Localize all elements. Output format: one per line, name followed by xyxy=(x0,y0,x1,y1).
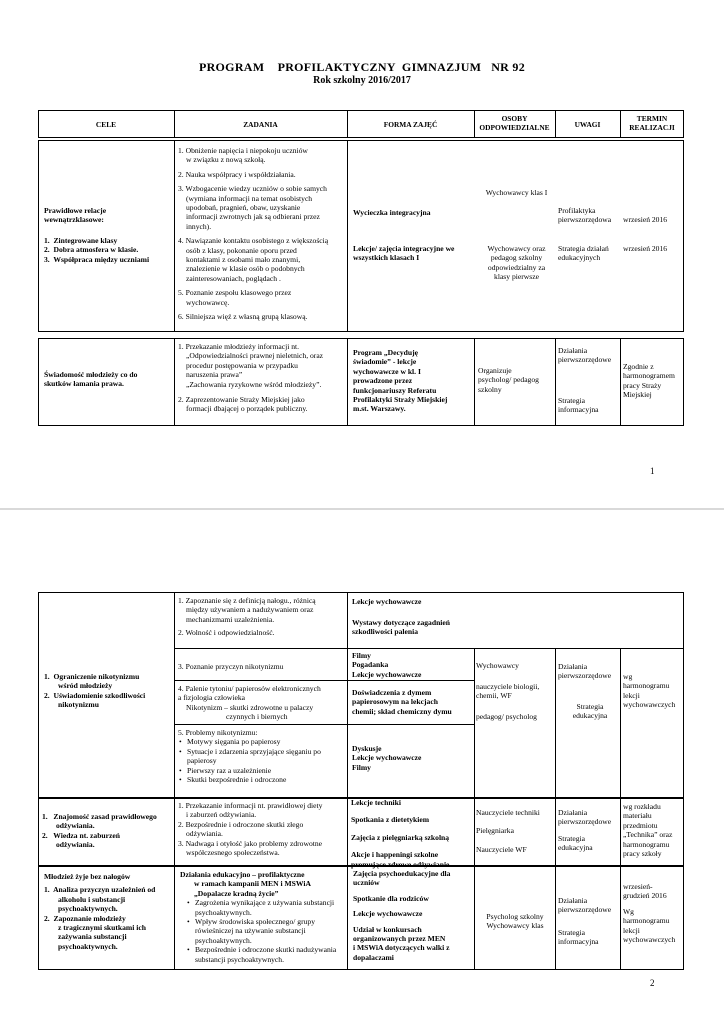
task-item xyxy=(178,288,346,307)
notes-line: informacyjna xyxy=(558,405,599,415)
goal-heading-line2: wewnątrzklasowe: xyxy=(44,215,104,225)
form-line: Lekcje/ zajęcia integracyjne we xyxy=(353,244,455,253)
goal-nutrition xyxy=(42,812,172,850)
notes-line: Strategia xyxy=(558,928,585,937)
goal-nicotine xyxy=(44,672,172,710)
program-title: PROGRAM PROFILAKTYCZNY GIMNAZJUM NR 92 xyxy=(198,60,526,74)
form-integration-lessons xyxy=(353,244,473,263)
task-line: upodobań, pragnień, obaw, uzyskanie xyxy=(186,203,301,213)
task-line: naruszenia prawa” xyxy=(186,370,243,380)
form-drugs xyxy=(353,869,473,962)
deadline-line: lekcji xyxy=(623,925,640,935)
responsible-teachers: Wychowawcy klas I xyxy=(485,188,548,197)
goal-line: alkoholu i substancji xyxy=(58,894,126,904)
goal-line: psychoaktywnych. xyxy=(58,904,118,914)
deadline-line: Wg xyxy=(623,906,634,916)
deadline-1: wrzesień 2016 xyxy=(623,215,668,224)
task-nicotine-problems xyxy=(178,728,346,784)
task-item xyxy=(178,146,346,165)
deadline-schedule xyxy=(623,672,685,710)
goal-line: zażywania substancji xyxy=(58,932,127,942)
responsible-line: szkolny xyxy=(478,384,502,394)
notes-line: Działania xyxy=(558,346,588,355)
deadline-line: „Technika” oraz xyxy=(623,830,673,840)
task-heading: Działania edukacyjno – profilaktyczne xyxy=(180,870,305,879)
notes-line: Strategia xyxy=(558,396,585,405)
form-line: Program „Decyduję xyxy=(353,348,419,357)
deadline-line: materiału xyxy=(623,811,652,821)
task-line: informacji zwrotnych jak są odbierani przez xyxy=(186,212,320,222)
task-smoking-physiology xyxy=(178,684,346,722)
goal-line: Świadomość młodzieży co do xyxy=(44,370,138,379)
goal-item: 2. Dobra atmosfera w klasie. xyxy=(44,245,139,255)
notes-prophylaxis xyxy=(558,206,622,225)
page-2 xyxy=(0,510,724,1024)
task-line: i zaburzeń odżywiania. xyxy=(186,810,257,820)
goal-line: 1. Znajomość zasad prawidłowego xyxy=(42,812,157,821)
header-termin xyxy=(620,114,684,132)
deadline-line: przedmiotu xyxy=(623,820,658,830)
deadline-line: harmonogramu xyxy=(623,916,670,926)
deadline-line: harmonogramem xyxy=(623,371,675,381)
notes-primary xyxy=(558,346,622,365)
notes-line: edukacyjna xyxy=(572,711,608,721)
task-law-info xyxy=(178,342,346,414)
form-line: Akcje i happeningi szkolne xyxy=(351,850,439,860)
deadline-line: wg xyxy=(623,672,633,681)
task-line: (wymiana informacji na temat osobistych xyxy=(186,193,313,203)
task-line: wychowawcę. xyxy=(186,297,230,307)
goal-line: psychoaktywnych. xyxy=(58,941,118,951)
responsible-psychologist xyxy=(478,366,554,394)
task-line: współczesnego społeczeństwa. xyxy=(186,848,280,858)
school-year-subtitle: Rok szkolny 2016/2017 xyxy=(313,75,411,86)
task-nutrition xyxy=(178,801,346,857)
deadline-line: Miejskiej xyxy=(623,390,652,400)
form-line: szkodliwości palenia xyxy=(352,627,419,637)
form-line: uczniów xyxy=(353,878,380,888)
notes-edu-strategy xyxy=(558,702,622,721)
task-line: „Odpowiedzialności prawnej nieletnich, oraz xyxy=(186,351,324,361)
header-zadania: ZADANIA xyxy=(243,120,278,129)
form-line: papierosowym na lekcjach xyxy=(352,697,438,707)
notes-line: pierwszorzędowe xyxy=(558,817,612,827)
task-line: Nikotynizm – skutki zdrowotne u palaczy xyxy=(186,702,314,712)
notes-line: Działania xyxy=(558,896,588,905)
list-item: • Motywy sięgania po papierosy xyxy=(178,737,346,746)
form-lessons: Lekcje wychowawcze xyxy=(352,597,422,606)
task-line: 2. Nauka współpracy i współdziałania. xyxy=(178,169,296,179)
task-line: „Zachowania ryzykowne wśród młodzieży”. xyxy=(186,379,322,389)
form-line: świadomie” - lekcje xyxy=(353,357,417,367)
notes-line: pierwszorzędowe xyxy=(558,355,612,365)
notes-line: pierwszorzędowe xyxy=(558,905,612,915)
deadline-2: wrzesień 2016 xyxy=(623,244,668,253)
notes-line: Strategia xyxy=(576,702,604,711)
task-line: 2. Zaprezentowanie Straży Miejskiej jako xyxy=(178,395,305,405)
notes-line: Profilaktyka xyxy=(558,206,596,215)
task-heading: w ramach kampanii MEN i MSWiA xyxy=(194,879,311,889)
task-line: w związku z nową szkołą. xyxy=(186,155,266,165)
form-line: Profilaktyki Straży Miejskiej xyxy=(353,395,448,405)
deadline-line: Zgodnie z xyxy=(623,362,654,371)
task-line: a fizjologia człowieka xyxy=(178,693,246,703)
notes-edu-strategy xyxy=(558,834,622,853)
header-cele: CELE xyxy=(95,120,117,129)
form-line: Lekcje wychowawcze xyxy=(352,753,422,763)
goal-heading xyxy=(44,206,172,225)
list-item: • Sytuacje i zdarzenia sprzyjające sięganiu po papierosy xyxy=(178,747,346,766)
page-number: 1 xyxy=(650,466,655,476)
responsible-line: odpowiedzialny za xyxy=(487,262,546,272)
form-program-decide xyxy=(353,348,473,414)
task-line: między używaniem a nadużywaniem oraz xyxy=(186,605,314,615)
goal-heading: Młodzież żyje bez nałogów xyxy=(44,872,131,881)
form-line: organizowanych przez MEN xyxy=(353,934,446,944)
form-line: Zajęcia z pielęgniarką szkolną xyxy=(351,832,450,842)
responsible-line: Organizuje xyxy=(478,366,512,375)
goal-line: nikotynizmu xyxy=(58,700,99,710)
form-trip: Wycieczka integracyjna xyxy=(353,208,431,217)
form-films-talk xyxy=(352,651,472,679)
task-line: kontaktami z osobami mało znanymi, xyxy=(186,255,301,265)
form-line: Doświadczenia z dymem xyxy=(352,688,432,697)
goal-line: 1. Ograniczenie nikotynizmu xyxy=(44,672,140,681)
notes-line: Strategia działań xyxy=(558,244,609,253)
goal-item: 1. Zintegrowane klasy xyxy=(44,236,118,245)
deadline-city-guard xyxy=(623,362,685,400)
responsible-line: klasy pierwsze xyxy=(494,272,539,282)
task-line: 5. Problemy nikotynizmu: xyxy=(178,728,258,737)
notes-line: informacyjna xyxy=(558,937,599,947)
deadline-line: wg rozkładu xyxy=(623,802,661,811)
goal-line: 2. Uświadomienie szkodliwości xyxy=(44,690,146,700)
task-line: 4. Nawiązanie kontaktu osobistego z większością xyxy=(178,236,329,246)
task-addiction-definition xyxy=(178,596,346,638)
responsible-line: pedagog szkolny xyxy=(490,253,543,263)
header-osoby-line2: ODPOWIEDZIALNE xyxy=(479,123,550,132)
notes-line: edukacyjnych xyxy=(558,253,601,263)
form-line: Spotkania z dietetykiem xyxy=(351,815,430,825)
list-item: • Wpływ środowiska społecznego/ grupy rówieśniczej na używanie substancji psychoaktywnych. xyxy=(186,917,346,945)
task-line: 4. Palenie tytoniu/ papierosów elektronicznych xyxy=(178,684,321,693)
header-forma: FORMA ZAJĘĆ xyxy=(383,120,438,129)
list-item: • Skutki bezpośrednie i odroczone xyxy=(178,775,346,784)
header-termin-line2: REALIZACJI xyxy=(629,123,675,132)
form-line: m.st. Warszawy. xyxy=(353,404,406,414)
form-line: Filmy xyxy=(352,762,371,772)
header-uwagi: UWAGI xyxy=(574,120,601,129)
task-line: 5. Poznanie zespołu klasowego przez xyxy=(178,288,292,298)
notes-line: pierwszorzędowa xyxy=(558,215,612,225)
task-line: osób z klasy, pokonanie oporu przed xyxy=(186,245,297,255)
goal-line: 1. Analiza przyczyn uzależnień od xyxy=(44,885,156,895)
task-item xyxy=(178,184,346,231)
deadline-line: lekcji xyxy=(623,690,640,700)
form-line: Udział w konkursach xyxy=(353,924,422,934)
responsible-line: chemii, WF xyxy=(476,691,512,701)
task-line: odżywiania. xyxy=(186,829,223,839)
goal-line: 2. Wiedza nt. zaburzeń xyxy=(42,830,120,840)
notes-info-strategy xyxy=(558,928,622,947)
responsible-line: Nauczyciele WF xyxy=(476,844,527,854)
responsible-line: Wychowawcy oraz xyxy=(487,244,546,253)
deadline-line: wrzesień- xyxy=(623,882,653,891)
form-line: Lekcje techniki xyxy=(351,798,401,807)
form-smoke-experiments xyxy=(352,688,472,716)
task-line: czynnych i biernych xyxy=(226,712,288,722)
goal-item: 3. Współpraca między uczniami xyxy=(44,254,150,264)
page-1 xyxy=(0,0,724,508)
goal-drugs xyxy=(44,872,172,951)
task-line: innych). xyxy=(186,221,212,231)
task-line: znalezienie w klasie osób o podobnych xyxy=(186,264,305,274)
task-line: 1. Zapoznanie się z definicją nałogu., różnicą xyxy=(178,596,316,605)
notes-line: edukacyjna xyxy=(558,843,593,853)
responsible-line: Nauczyciele techniki xyxy=(476,808,540,817)
task-line: 1. Obniżenie napięcia i niepokoju uczniów xyxy=(178,146,308,155)
list-item: • Pierwszy raz a uzależnienie xyxy=(178,766,346,775)
header-osoby-line1: OSOBY xyxy=(501,114,528,123)
notes-line: Działania xyxy=(558,808,588,817)
deadline-line: harmonogramu xyxy=(623,681,670,691)
form-line: i MSWiA dotyczących walki z xyxy=(353,943,450,953)
notes-line: Działania xyxy=(558,662,588,671)
form-line: Spotkanie dla rodziców xyxy=(353,893,429,903)
responsible-line: Psycholog szkolny xyxy=(486,912,544,921)
task-line: 2. Bezpośrednie i odroczone skutki złego xyxy=(178,819,304,829)
header-osoby xyxy=(474,114,555,132)
notes-info-strategy xyxy=(558,396,622,415)
goal-line: wśród młodzieży xyxy=(58,681,113,691)
task-line: zainteresowaniach, poglądach . xyxy=(186,273,281,283)
form-line: chemii; skład chemiczny dymu xyxy=(352,706,452,716)
deadline-line: wychowawczych xyxy=(623,700,676,710)
task-line: procedur postępowania w przypadku xyxy=(186,360,298,370)
deadline-nutrition xyxy=(623,802,685,858)
form-line: dopalaczami xyxy=(353,952,394,962)
deadline-line: pracy Straży xyxy=(623,380,662,390)
goal-heading-line1: Prawidłowe relacje xyxy=(44,206,107,215)
form-line: funkcjonariuszy Referatu xyxy=(353,385,437,395)
form-line: Wystawy dotyczące zagadnień xyxy=(352,618,451,627)
form-line: Pogadanka xyxy=(352,660,389,670)
notes-strategy xyxy=(558,244,622,263)
responsible-line: Pielęgniarka xyxy=(476,826,514,836)
form-discussions xyxy=(352,744,472,772)
list-item: • Zagrożenia wynikające z używania substancji psychoaktywnych. xyxy=(186,898,346,917)
task-line: 1. Przekazanie informacji nt. prawidłowej diety xyxy=(178,801,323,810)
notes-primary xyxy=(558,662,622,681)
form-line: Lekcje wychowawcze xyxy=(352,669,422,679)
task-line: 2. Wolność i odpowiedzialność. xyxy=(178,628,275,638)
notes-line: Strategia xyxy=(558,834,585,843)
responsible-nutrition xyxy=(476,808,554,854)
form-line: Zajęcia psychoedukacyjne dla xyxy=(353,869,451,878)
responsible-science-teachers xyxy=(476,682,554,701)
form-nutrition xyxy=(351,798,473,869)
notes-line: pierwszorzędowe xyxy=(558,671,612,681)
form-line: Lekcje wychowawcze xyxy=(353,909,423,919)
responsible-tutors: Wychowawcy xyxy=(476,661,519,670)
form-exhibitions xyxy=(352,618,472,637)
form-line: Filmy xyxy=(352,651,371,660)
task-line: 3. Wzbogacenie wiedzy uczniów o sobie samych xyxy=(178,184,327,194)
task-heading: „Dopalacze kradną życie” xyxy=(194,888,279,898)
list-item: • Bezpośrednie i odroczone skutki nadużywania substancji psychoaktywnych. xyxy=(186,945,346,964)
notes-primary xyxy=(558,808,622,827)
deadline-line: pracy szkoły xyxy=(623,849,662,859)
form-line: wszystkich klasach I xyxy=(353,253,420,263)
goal-line: skutków łamania prawa. xyxy=(44,379,124,389)
responsible-line: nauczyciele biologii, xyxy=(476,682,540,691)
responsible-teachers-pedagog xyxy=(474,244,559,282)
form-line: promujące zdrowe odżywianie xyxy=(351,859,450,869)
goal-line: 2. Zapoznanie młodzieży xyxy=(44,913,126,923)
task-line: 6. Silniejsza więź z własną grupą klasową. xyxy=(178,312,308,322)
task-drugs-campaign xyxy=(180,870,346,964)
responsible-line: psycholog/ pedagog xyxy=(478,375,539,385)
task-line: 3. Nadwaga i otyłość jako problemy zdrowotne xyxy=(178,838,323,848)
deadline-line: harmonogramu xyxy=(623,839,670,849)
responsible-drugs xyxy=(476,912,554,931)
task-line: formacji dbającej o porządek publiczny. xyxy=(186,404,308,414)
task-item xyxy=(178,236,346,283)
header-termin-line1: TERMIN xyxy=(636,114,668,123)
deadline-line: grudzień 2016 xyxy=(623,891,667,901)
task-list xyxy=(178,146,346,322)
page-number: 2 xyxy=(650,978,655,988)
notes-primary xyxy=(558,896,622,915)
goal-list xyxy=(44,236,172,264)
form-line: Dyskusje xyxy=(352,744,382,753)
goal-line: odżywiania. xyxy=(56,821,95,831)
task-line: mechanizmami uzależnienia. xyxy=(186,614,275,624)
task-item xyxy=(178,170,346,179)
goal-law-awareness xyxy=(44,370,172,389)
responsible-pedagog: pedagog/ psycholog xyxy=(476,712,537,721)
goal-line: z tragicznymi skutkami ich xyxy=(58,923,146,933)
deadline-line: wychowawczych xyxy=(623,935,676,945)
task-item xyxy=(178,312,346,321)
responsible-line: Wychowawcy klas xyxy=(486,921,544,931)
task-nicotine-causes: 3. Poznanie przyczyn nikotynizmu xyxy=(178,662,284,671)
deadline-drugs xyxy=(623,882,685,944)
task-line: 1. Przekazanie młodzieży informacji nt. xyxy=(178,342,300,351)
goal-line: odżywiania. xyxy=(56,840,95,850)
form-line: prowadzone przez xyxy=(353,376,413,386)
form-line: wychowawcze w kl. I xyxy=(353,366,421,376)
